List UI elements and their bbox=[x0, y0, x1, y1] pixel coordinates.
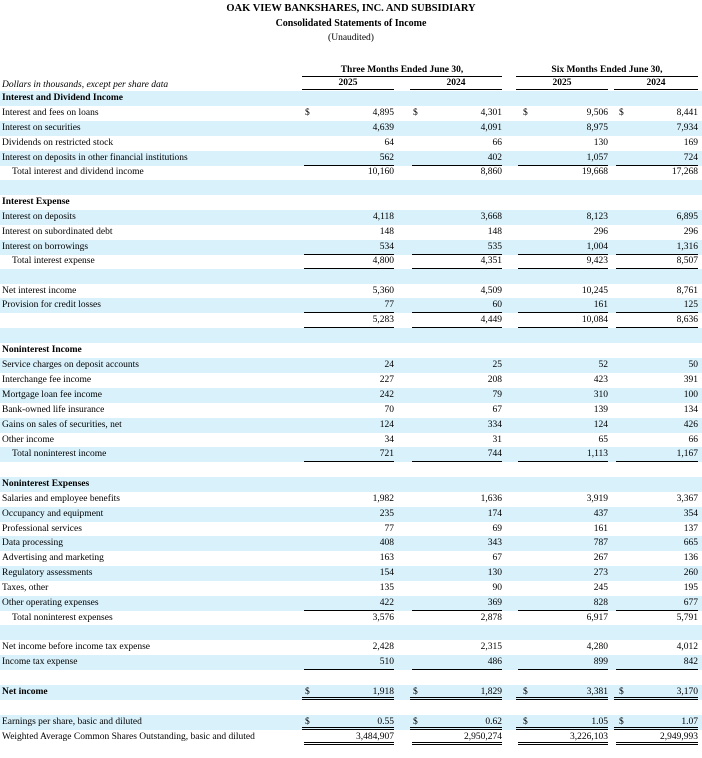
value-cell: 124 bbox=[593, 420, 608, 430]
value-cell: 163 bbox=[379, 553, 394, 563]
table-row bbox=[0, 625, 702, 640]
row-label: Interchange fee income bbox=[2, 375, 92, 385]
row-label: Total noninterest income bbox=[12, 449, 107, 459]
value-cell: 3,919 bbox=[586, 494, 608, 504]
table-row bbox=[0, 611, 702, 626]
value-cell: 4,509 bbox=[480, 286, 502, 296]
value-cell: 5,791 bbox=[616, 611, 698, 626]
currency-symbol: $ bbox=[305, 687, 310, 697]
row-label: Other operating expenses bbox=[2, 598, 99, 608]
row-label: Salaries and employee benefits bbox=[2, 494, 120, 504]
value-cell: 744 bbox=[412, 447, 502, 462]
value-cell: 135 bbox=[379, 583, 394, 593]
row-label: Total interest expense bbox=[12, 256, 95, 266]
table-row bbox=[0, 151, 702, 166]
value-cell: 562 bbox=[304, 151, 394, 166]
currency-symbol: $ bbox=[619, 717, 624, 727]
table-row bbox=[0, 522, 702, 537]
value-cell: 343 bbox=[487, 538, 502, 548]
value-cell: 9,506 bbox=[586, 108, 608, 118]
row-label: Professional services bbox=[2, 524, 82, 534]
table-row bbox=[0, 284, 702, 299]
value-cell: 148 bbox=[379, 227, 394, 237]
row-label: Net interest income bbox=[2, 286, 77, 296]
row-label: Noninterest Income bbox=[2, 345, 82, 355]
row-label: Gains on sales of securities, net bbox=[2, 420, 122, 430]
value-cell: 66 bbox=[492, 138, 502, 148]
value-cell: 77 bbox=[304, 298, 394, 313]
table-row bbox=[0, 685, 702, 700]
currency-symbol: $ bbox=[305, 717, 310, 727]
value-cell: 1,918 bbox=[302, 685, 394, 700]
value-cell: 5,360 bbox=[372, 286, 394, 296]
table-row bbox=[0, 254, 702, 269]
value-cell: 1,057 bbox=[518, 151, 608, 166]
value-cell: 3,226,103 bbox=[518, 730, 608, 745]
row-label: Regulatory assessments bbox=[2, 568, 93, 578]
table-row bbox=[0, 418, 702, 433]
year-header-6m-2024: 2024 bbox=[614, 78, 698, 90]
value-cell: 50 bbox=[688, 360, 698, 370]
value-cell: 8,860 bbox=[480, 167, 502, 177]
value-cell: 665 bbox=[683, 538, 698, 548]
value-cell: 0.55 bbox=[302, 715, 394, 730]
value-cell: 8,123 bbox=[586, 212, 608, 222]
value-cell: 90 bbox=[492, 583, 502, 593]
row-label: Dividends on restricted stock bbox=[2, 138, 114, 148]
value-cell: 174 bbox=[487, 509, 502, 519]
value-cell: 67 bbox=[492, 405, 502, 415]
value-cell: 4,800 bbox=[304, 254, 394, 269]
value-cell: 65 bbox=[518, 433, 608, 448]
row-label: Occupancy and equipment bbox=[2, 509, 104, 519]
value-cell: 8,441 bbox=[676, 108, 698, 118]
value-cell: 139 bbox=[593, 405, 608, 415]
table-row bbox=[0, 136, 702, 151]
value-cell: 2,949,993 bbox=[616, 730, 698, 745]
value-cell: 721 bbox=[304, 447, 394, 462]
currency-symbol: $ bbox=[523, 717, 528, 727]
value-cell: 391 bbox=[683, 375, 698, 385]
value-cell: 1,113 bbox=[518, 447, 608, 462]
currency-symbol: $ bbox=[413, 717, 418, 727]
value-cell: 4,280 bbox=[586, 642, 608, 652]
value-cell: 125 bbox=[616, 298, 698, 313]
table-row bbox=[0, 269, 702, 284]
table-row bbox=[0, 715, 702, 730]
table-row bbox=[0, 596, 702, 611]
value-cell: 130 bbox=[593, 138, 608, 148]
row-label: Total noninterest expenses bbox=[12, 613, 113, 623]
value-cell: 4,639 bbox=[372, 123, 394, 133]
value-cell: 154 bbox=[379, 568, 394, 578]
table-row bbox=[0, 121, 702, 136]
value-cell: 260 bbox=[683, 568, 698, 578]
row-label: Provision for credit losses bbox=[2, 300, 101, 310]
row-label: Net income bbox=[2, 687, 48, 697]
table-row bbox=[0, 477, 702, 492]
value-cell: 235 bbox=[379, 509, 394, 519]
table-row bbox=[0, 210, 702, 225]
table-row bbox=[0, 447, 702, 462]
table-row bbox=[0, 180, 702, 195]
value-cell: 6,895 bbox=[676, 212, 698, 222]
value-cell: 3,381 bbox=[516, 685, 608, 700]
table-row bbox=[0, 700, 702, 715]
value-cell: 7,934 bbox=[676, 123, 698, 133]
table-row bbox=[0, 358, 702, 373]
table-row bbox=[0, 492, 702, 507]
table-row bbox=[0, 298, 702, 313]
row-label: Advertising and marketing bbox=[2, 553, 104, 563]
row-label: Interest on deposits bbox=[2, 212, 76, 222]
value-cell: 208 bbox=[487, 375, 502, 385]
row-label: Earnings per share, basic and diluted bbox=[2, 717, 142, 727]
value-cell: 66 bbox=[616, 433, 698, 448]
value-cell: 899 bbox=[518, 655, 608, 670]
value-cell: 137 bbox=[683, 524, 698, 534]
value-cell: 273 bbox=[593, 568, 608, 578]
value-cell: 100 bbox=[683, 390, 698, 400]
value-cell: 8,507 bbox=[616, 254, 698, 269]
year-header-3m-2025: 2025 bbox=[302, 78, 394, 90]
value-cell: 24 bbox=[384, 360, 394, 370]
value-cell: 25 bbox=[492, 360, 502, 370]
year-header-6m-2025: 2025 bbox=[516, 78, 608, 90]
value-cell: 1,316 bbox=[616, 240, 698, 255]
year-header-3m-2024: 2024 bbox=[410, 78, 502, 90]
value-cell: 423 bbox=[593, 375, 608, 385]
value-cell: 510 bbox=[304, 655, 394, 670]
table-row bbox=[0, 551, 702, 566]
table-row bbox=[0, 536, 702, 551]
value-cell: 52 bbox=[598, 360, 608, 370]
value-cell: 8,636 bbox=[616, 313, 698, 328]
row-label: Dollars in thousands, except per share data bbox=[2, 80, 169, 90]
value-cell: 195 bbox=[683, 583, 698, 593]
value-cell: 828 bbox=[518, 596, 608, 611]
value-cell: 60 bbox=[412, 298, 502, 313]
value-cell: 1.05 bbox=[516, 715, 608, 730]
value-cell: 34 bbox=[304, 433, 394, 448]
value-cell: 130 bbox=[487, 568, 502, 578]
currency-symbol: $ bbox=[523, 687, 528, 697]
table-row bbox=[0, 165, 702, 180]
value-cell: 227 bbox=[379, 375, 394, 385]
row-label: Service charges on deposit accounts bbox=[2, 360, 140, 370]
value-cell: 787 bbox=[593, 538, 608, 548]
table-row bbox=[0, 655, 702, 670]
value-cell: 1.07 bbox=[614, 715, 698, 730]
table-row bbox=[0, 581, 702, 596]
row-label: Weighted Average Common Shares Outstanding, basic and diluted bbox=[2, 732, 255, 742]
value-cell: 369 bbox=[412, 596, 502, 611]
value-cell: 1,636 bbox=[480, 494, 502, 504]
table-row bbox=[0, 91, 702, 106]
six-months-header: Six Months Ended June 30, bbox=[516, 64, 698, 77]
value-cell: 535 bbox=[412, 240, 502, 255]
value-cell: 4,449 bbox=[412, 313, 502, 328]
row-label: Other income bbox=[2, 435, 54, 445]
value-cell: 2,878 bbox=[412, 611, 502, 626]
table-row bbox=[0, 343, 702, 358]
row-label: Data processing bbox=[2, 538, 63, 548]
value-cell: 161 bbox=[593, 524, 608, 534]
value-cell: 486 bbox=[412, 655, 502, 670]
table-row bbox=[0, 328, 702, 343]
table-row bbox=[0, 225, 702, 240]
table-row bbox=[0, 240, 702, 255]
row-label: Interest on securities bbox=[2, 123, 81, 133]
value-cell: 842 bbox=[616, 655, 698, 670]
value-cell: 354 bbox=[683, 509, 698, 519]
row-label: Total interest and dividend income bbox=[12, 167, 144, 177]
value-cell: 4,351 bbox=[412, 254, 502, 269]
value-cell: 296 bbox=[593, 227, 608, 237]
value-cell: 8,975 bbox=[586, 123, 608, 133]
value-cell: 3,668 bbox=[480, 212, 502, 222]
value-cell: 169 bbox=[683, 138, 698, 148]
row-label: Noninterest Expenses bbox=[2, 479, 90, 489]
value-cell: 4,895 bbox=[372, 108, 394, 118]
value-cell: 267 bbox=[593, 553, 608, 563]
table-row bbox=[0, 388, 702, 403]
company-name: OAK VIEW BANKSHARES, INC. AND SUBSIDIARY bbox=[226, 3, 476, 14]
value-cell: 9,423 bbox=[518, 254, 608, 269]
value-cell: 4,012 bbox=[676, 642, 698, 652]
value-cell: 3,576 bbox=[304, 611, 394, 626]
value-cell: 534 bbox=[304, 240, 394, 255]
currency-symbol: $ bbox=[619, 687, 624, 697]
value-cell: 1,982 bbox=[372, 494, 394, 504]
table-row bbox=[0, 106, 702, 121]
value-cell: 4,118 bbox=[372, 212, 394, 222]
currency-symbol: $ bbox=[413, 108, 418, 118]
table-row bbox=[0, 195, 702, 210]
value-cell: 5,283 bbox=[304, 313, 394, 328]
value-cell: 0.62 bbox=[410, 715, 502, 730]
value-cell: 17,268 bbox=[671, 167, 698, 177]
value-cell: 1,004 bbox=[518, 240, 608, 255]
value-cell: 67 bbox=[492, 553, 502, 563]
value-cell: 3,484,907 bbox=[304, 730, 394, 745]
value-cell: 2,315 bbox=[480, 642, 502, 652]
row-label: Interest and fees on loans bbox=[2, 108, 99, 118]
value-cell: 677 bbox=[616, 596, 698, 611]
table-row bbox=[0, 313, 702, 328]
value-cell: 6,917 bbox=[518, 611, 608, 626]
row-label: Interest on deposits in other financial institutions bbox=[2, 153, 188, 163]
table-row bbox=[0, 640, 702, 655]
table-row bbox=[0, 403, 702, 418]
row-label: Interest and Dividend Income bbox=[2, 93, 123, 103]
value-cell: 10,245 bbox=[581, 286, 608, 296]
value-cell: 3,170 bbox=[614, 685, 698, 700]
value-cell: 724 bbox=[616, 151, 698, 166]
table-row bbox=[0, 730, 702, 745]
table-row bbox=[0, 670, 702, 685]
value-cell: 4,301 bbox=[480, 108, 502, 118]
value-cell: 296 bbox=[683, 227, 698, 237]
value-cell: 161 bbox=[518, 298, 608, 313]
value-cell: 2,950,274 bbox=[412, 730, 502, 745]
currency-symbol: $ bbox=[523, 108, 528, 118]
currency-symbol: $ bbox=[305, 108, 310, 118]
value-cell: 10,160 bbox=[367, 167, 394, 177]
value-cell: 79 bbox=[492, 390, 502, 400]
table-row bbox=[0, 566, 702, 581]
value-cell: 8,761 bbox=[676, 286, 698, 296]
value-cell: 148 bbox=[487, 227, 502, 237]
value-cell: 4,091 bbox=[480, 123, 502, 133]
value-cell: 242 bbox=[379, 390, 394, 400]
value-cell: 31 bbox=[412, 433, 502, 448]
statement-title: Consolidated Statements of Income bbox=[275, 18, 427, 29]
table-row bbox=[0, 433, 702, 448]
value-cell: 64 bbox=[384, 138, 394, 148]
row-label: Interest on borrowings bbox=[2, 242, 89, 252]
row-label: Mortgage loan fee income bbox=[2, 390, 102, 400]
value-cell: 69 bbox=[492, 524, 502, 534]
value-cell: 245 bbox=[593, 583, 608, 593]
table-row bbox=[0, 373, 702, 388]
row-label: Income tax expense bbox=[2, 657, 78, 667]
value-cell: 77 bbox=[384, 524, 394, 534]
value-cell: 422 bbox=[304, 596, 394, 611]
three-months-header: Three Months Ended June 30, bbox=[302, 64, 502, 77]
row-label: Interest Expense bbox=[2, 197, 70, 207]
value-cell: 136 bbox=[683, 553, 698, 563]
value-cell: 2,428 bbox=[372, 642, 394, 652]
value-cell: 70 bbox=[384, 405, 394, 415]
value-cell: 310 bbox=[593, 390, 608, 400]
value-cell: 134 bbox=[683, 405, 698, 415]
value-cell: 10,084 bbox=[518, 313, 608, 328]
row-label: Bank-owned life insurance bbox=[2, 405, 105, 415]
row-label: Interest on subordinated debt bbox=[2, 227, 113, 237]
table-row bbox=[0, 462, 702, 477]
value-cell: 1,829 bbox=[410, 685, 502, 700]
unaudited-note: (Unaudited) bbox=[328, 33, 374, 43]
currency-symbol: $ bbox=[413, 687, 418, 697]
value-cell: 3,367 bbox=[676, 494, 698, 504]
value-cell: 437 bbox=[593, 509, 608, 519]
row-label: Net income before income tax expense bbox=[2, 642, 150, 652]
value-cell: 124 bbox=[379, 420, 394, 430]
value-cell: 19,668 bbox=[581, 167, 608, 177]
value-cell: 402 bbox=[412, 151, 502, 166]
value-cell: 408 bbox=[379, 538, 394, 548]
value-cell: 334 bbox=[487, 420, 502, 430]
value-cell: 426 bbox=[683, 420, 698, 430]
value-cell: 1,167 bbox=[616, 447, 698, 462]
row-label: Taxes, other bbox=[2, 583, 49, 593]
currency-symbol: $ bbox=[619, 108, 624, 118]
table-row bbox=[0, 507, 702, 522]
